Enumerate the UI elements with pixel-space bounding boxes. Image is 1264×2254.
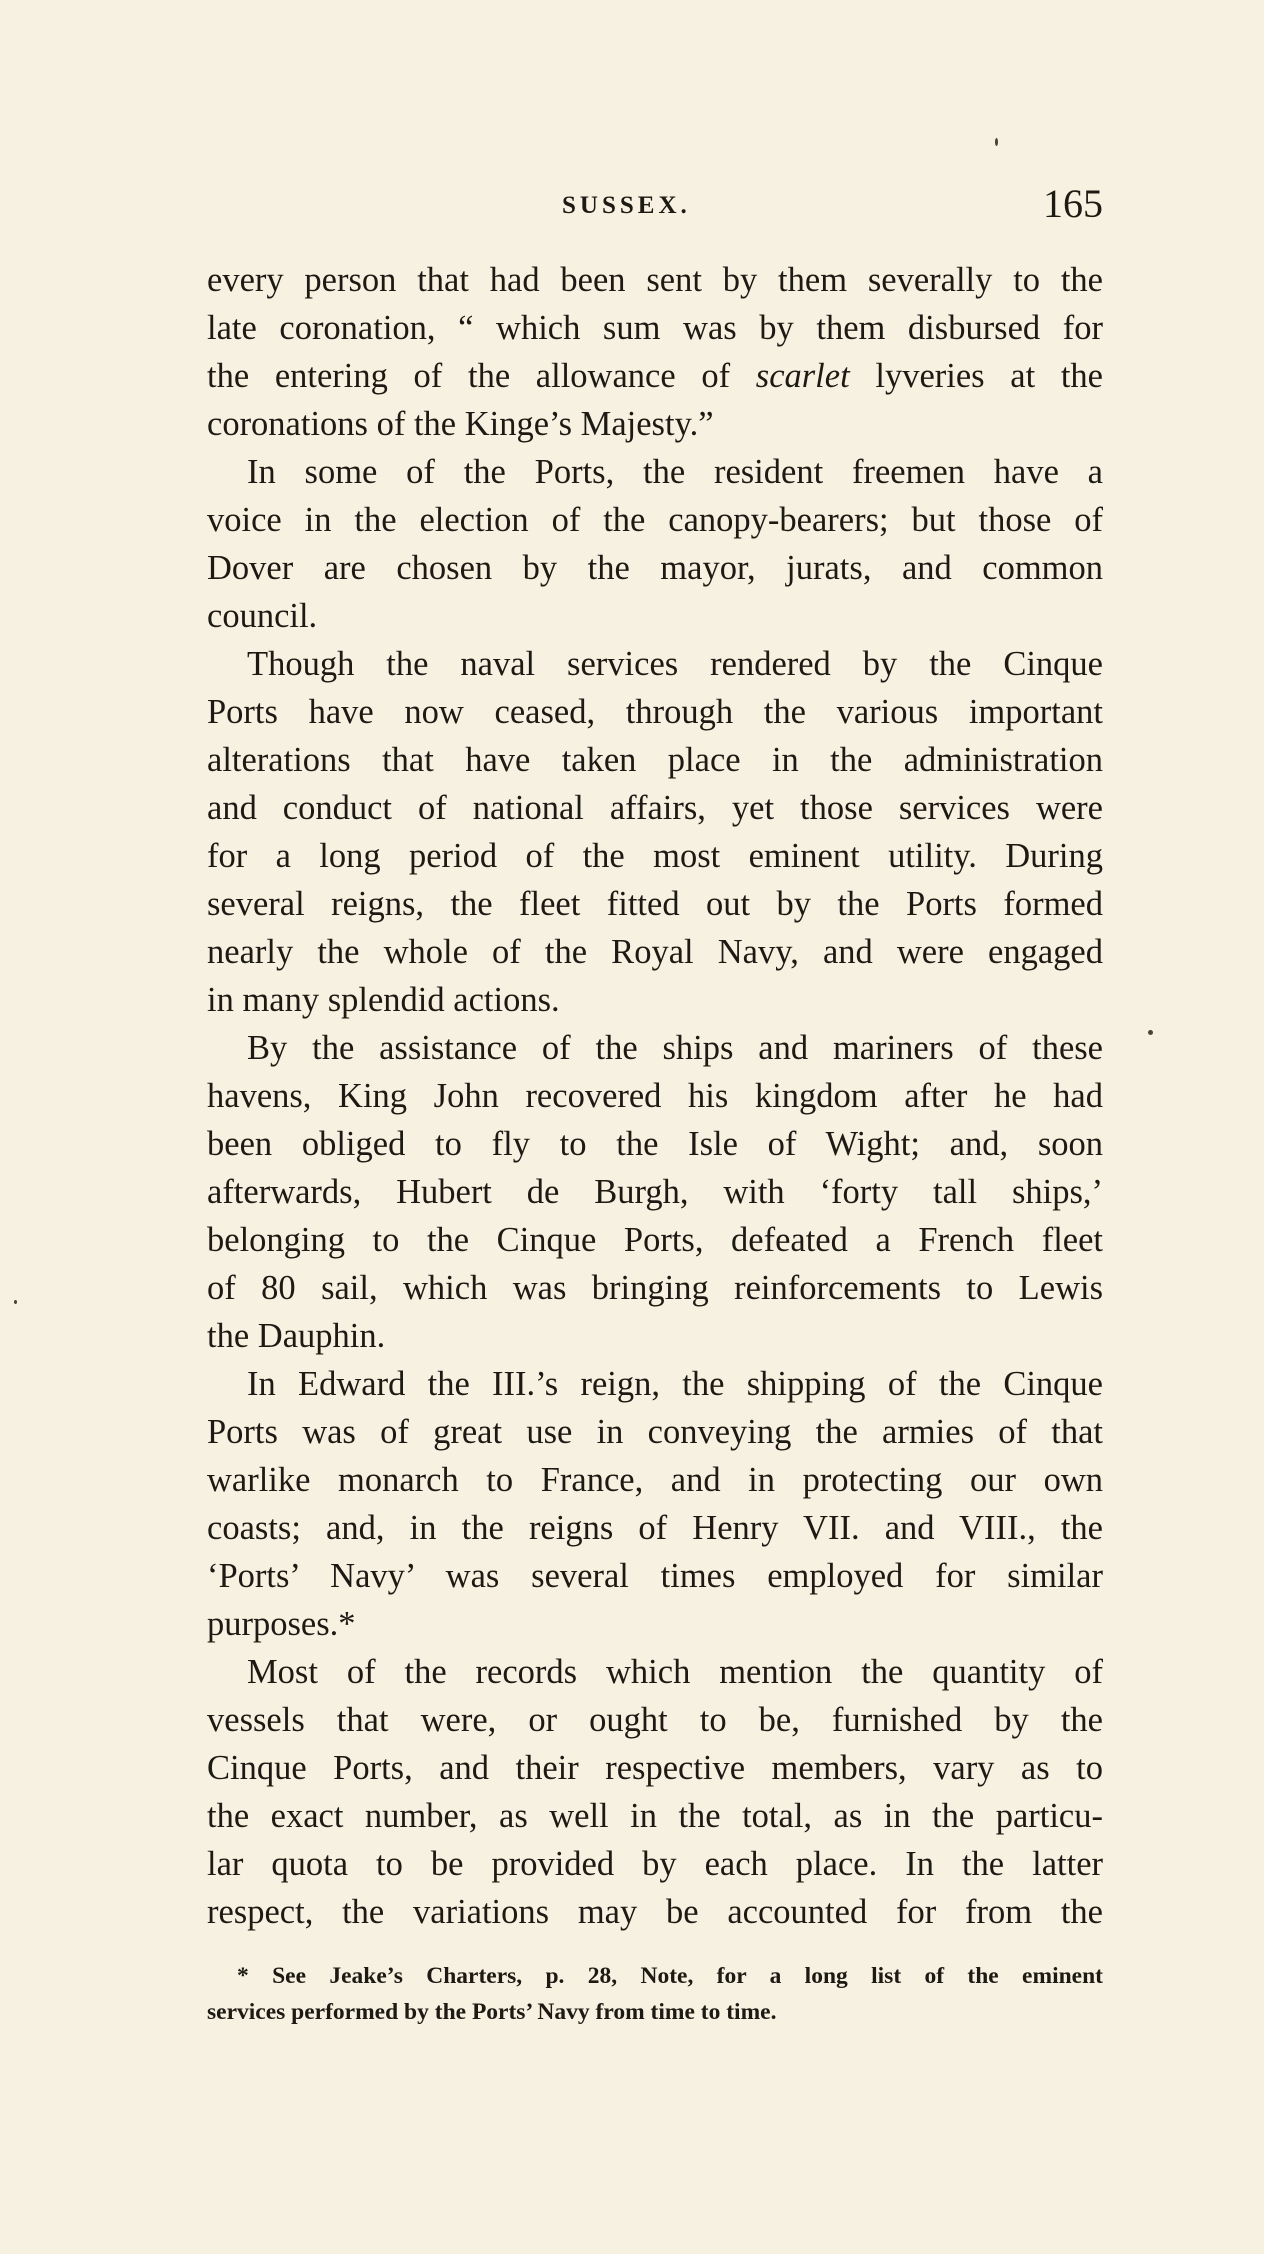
text-line: Dover are chosen by the mayor, jurats, and common xyxy=(207,549,1103,587)
text-line: lar quota to be provided by each place. In the latter xyxy=(207,1845,1103,1883)
text-line: vessels that were, or ought to be, furnished by the xyxy=(207,1701,1103,1739)
text-line: council. xyxy=(207,597,318,635)
text-line: warlike monarch to France, and in protecting our own xyxy=(207,1461,1103,1499)
text-line: respect, the variations may be accounted for from the xyxy=(207,1893,1103,1931)
text-line: Ports was of great use in conveying the armies of that xyxy=(207,1413,1103,1451)
text-line: the Dauphin. xyxy=(207,1317,386,1355)
text-line: and conduct of national affairs, yet those services were xyxy=(207,789,1103,827)
text-line: the entering of the allowance of scarlet lyveries at the xyxy=(207,357,1103,395)
footnote-line: * See Jeake’s Charters, p. 28, Note, for a long list of the eminent xyxy=(237,1963,1103,1989)
italic-word: scarlet xyxy=(755,357,850,395)
running-head: SUSSEX. xyxy=(562,192,691,219)
text-line: alterations that have taken place in the administration xyxy=(207,741,1103,779)
text-line: Though the naval services rendered by the Cinque xyxy=(247,645,1103,683)
text-line: purposes.* xyxy=(207,1605,356,1643)
text-line: In some of the Ports, the resident freemen have a xyxy=(247,453,1103,491)
text-line: In Edward the III.’s reign, the shipping of the Cinque xyxy=(247,1365,1103,1403)
text-line: Ports have now ceased, through the various important xyxy=(207,693,1103,731)
page-header xyxy=(207,181,1103,226)
text-line: several reigns, the fleet fitted out by the Ports formed xyxy=(207,885,1103,923)
text-line: ‘Ports’ Navy’ was several times employed for similar xyxy=(207,1557,1103,1595)
body-text xyxy=(207,256,1103,1936)
text-line: By the assistance of the ships and mariners of these xyxy=(247,1029,1103,1067)
text-line: late coronation, “ which sum was by them disbursed for xyxy=(207,309,1103,347)
text-line: Cinque Ports, and their respective members, vary as to xyxy=(207,1749,1103,1787)
text-line: of 80 sail, which was bringing reinforcements to Lewis xyxy=(207,1269,1103,1307)
text-line: nearly the whole of the Royal Navy, and were engaged xyxy=(207,933,1103,971)
footnote xyxy=(207,1958,1103,2030)
text-line: coasts; and, in the reigns of Henry VII. and VIII., the xyxy=(207,1509,1103,1547)
text-line: every person that had been sent by them severally to the xyxy=(207,261,1103,299)
text-line: in many splendid actions. xyxy=(207,981,560,1019)
ink-speck xyxy=(1148,1030,1153,1035)
text-line: coronations of the Kinge’s Majesty.” xyxy=(207,405,714,443)
text-line: for a long period of the most eminent utility. During xyxy=(207,837,1103,875)
text-line: been obliged to fly to the Isle of Wight; and, soon xyxy=(207,1125,1103,1163)
text-line: havens, King John recovered his kingdom after he had xyxy=(207,1077,1103,1115)
page-number: 165 xyxy=(1043,181,1103,226)
text-line: Most of the records which mention the quantity of xyxy=(247,1653,1103,1691)
text-line: the exact number, as well in the total, as in the particu- xyxy=(207,1797,1103,1835)
text-line: voice in the election of the canopy-bearers; but those of xyxy=(207,501,1103,539)
text-line: afterwards, Hubert de Burgh, with ‘forty tall ships,’ xyxy=(207,1173,1103,1211)
ink-speck xyxy=(995,138,998,146)
text-line: belonging to the Cinque Ports, defeated a French fleet xyxy=(207,1221,1103,1259)
ink-speck xyxy=(14,1300,17,1304)
footnote-line: services performed by the Ports’ Navy from time to time. xyxy=(207,1999,777,2025)
